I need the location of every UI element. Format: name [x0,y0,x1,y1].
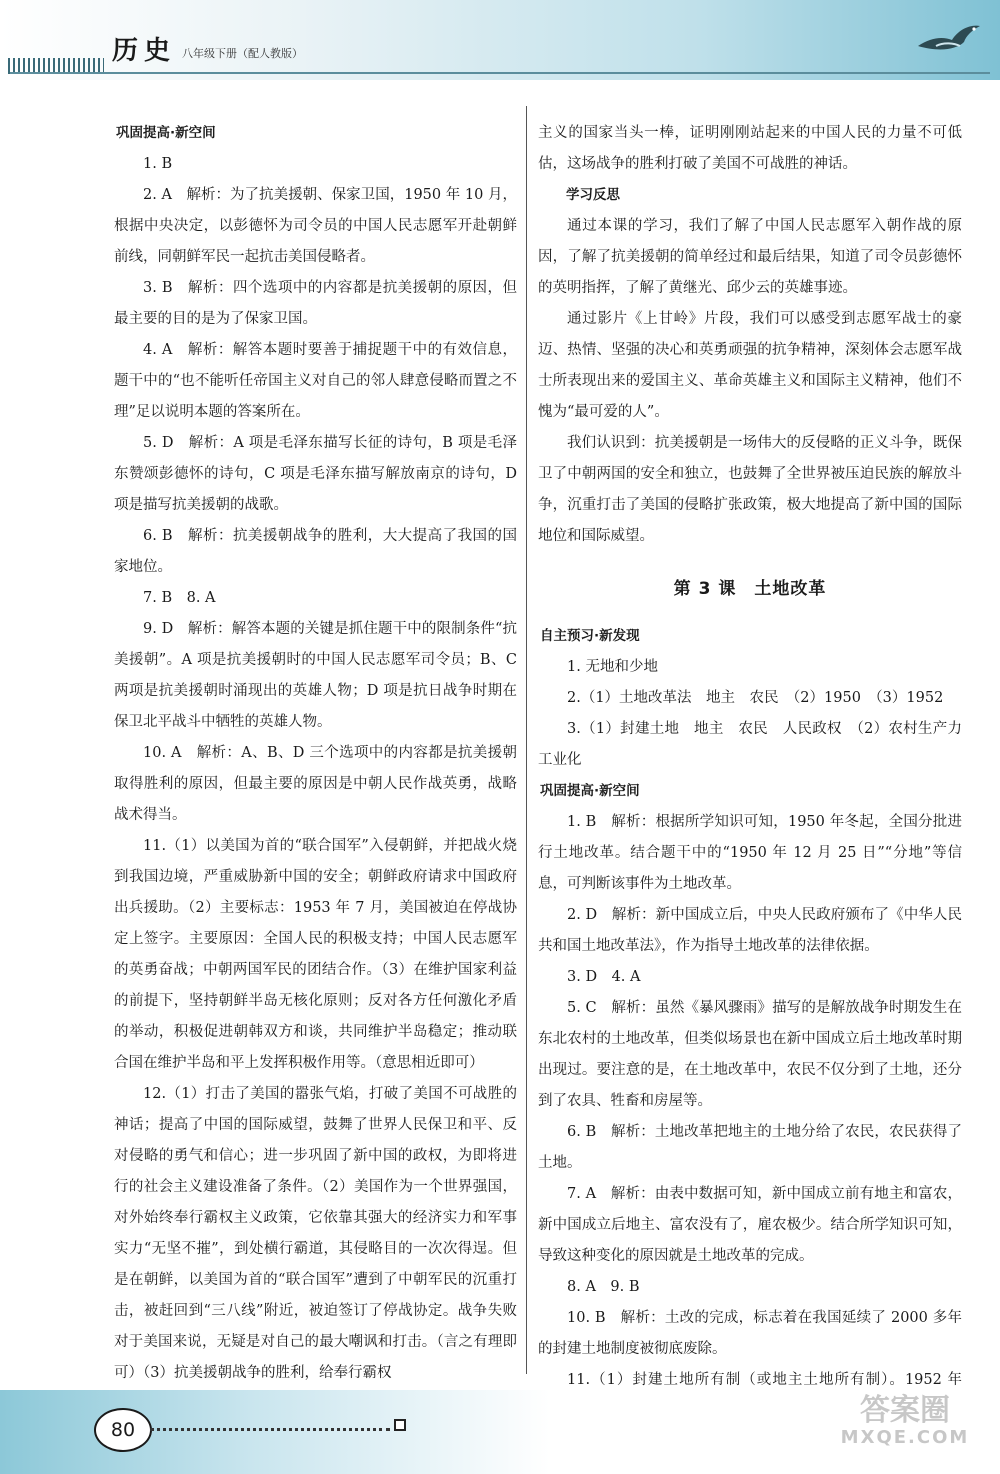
answer-5: 5. D 解析：A 项是毛泽东描写长征的诗句，B 项是毛泽东赞颂彭德怀的诗句，C 项是毛泽东描写解放南京的诗句，D 项是描写抗美援朝的战歌。 [114,435,517,513]
preview-answer: 2.（1）土地改革法 地主 农民 （2）1950 （3）1952 [567,690,944,706]
section-title-consolidate: 巩固提高·新空间 [540,783,640,799]
answer-2: 2. A 解析：为了抗美援朝、保家卫国，1950 年 10 月，根据中央决定，以彭德怀为司令员的中国人民志愿军开赴朝鲜前线，同朝鲜军民一起抗击美国侵略者。 [114,187,517,265]
consolidate-answer: 3. D 4. A [567,969,641,985]
watermark-text: 答案圈 [860,1393,950,1428]
answer-12: 12.（1）打击了美国的嚣张气焰，打破了美国不可战胜的神话；提高了中国的国际威望，鼓舞了世界人民保卫和平、反对侵略的勇气和信心；进一步巩固了新中国的政权，为即将进行的社会主义建设准备了条件。（2）美国作为一个世界强国，对外始终奉行霸权主义政策，它依靠其强大的经济实力和军事实力“无坚不摧”，到处横行霸道，其侵略目的一次次得逞。但是在朝鲜，以美国为首的“联合国军”遭到了中朝军民的沉重打击，被赶回到“三八线”附近，被迫签订了停战协定。战争失败对于美国来说，无疑是对自己的最大嘲讽和打击。（言之有理即可）（3）抗美援朝战争的胜利，给奉行霸权 [114,1086,517,1381]
section-title-preview: 自主预习·新发现 [540,628,640,644]
grade-label: 八年级下册（配人教版） [182,47,303,60]
answer-4: 4. A 解析：解答本题时要善于捕捉题干中的有效信息，题干中的“也不能听任帝国主义对自己的邻人肆意侵略而置之不理”足以说明本题的答案所在。 [114,342,517,420]
section-title-consolidate: 巩固提高·新空间 [116,125,216,141]
reflection-paragraph: 通过影片《上甘岭》片段，我们可以感受到志愿军战士的豪迈、热情、坚强的决心和英勇顽强的抗争精神，深刻体会志愿军战士所表现出来的爱国主义、革命英雄主义和国际主义精神，他们不愧为“最可爱的人”。 [538,311,962,420]
section-title-reflection: 学习反思 [566,187,620,203]
answer-12-continuation: 主义的国家当头一棒，证明刚刚站起来的中国人民的力量不可低估，这场战争的胜利打破了美国不可战胜的神话。 [538,125,962,172]
answer-10: 10. A 解析：A、B、D 三个选项中的内容都是抗美援朝取得胜利的原因，但最主要的原因是中朝人民作战英勇，战略战术得当。 [114,745,517,823]
preview-answer: 3.（1）封建土地 地主 农民 人民政权 （2）农村生产力 工业化 [538,721,977,768]
left-column [114,118,517,1389]
end-square-icon [394,1419,406,1431]
footer-dotted-line [150,1418,390,1431]
lesson-title: 第 3 课 土地改革 [673,579,827,599]
consolidate-answer: 7. A 解析：由表中数据可知，新中国成立前有地主和富农，新中国成立后地主、富农没有了，雇农极少。结合所学知识可知，导致这种变化的原因就是土地改革的完成。 [538,1186,962,1264]
consolidate-answer: 10. B 解析：土改的完成，标志着在我国延续了 2000 多年的封建土地制度被彻底废除。 [538,1310,962,1357]
header-rule [10,72,990,74]
preview-answer: 1. 无地和少地 [567,659,658,675]
answer-11: 11.（1）以美国为首的“联合国军”入侵朝鲜，并把战火烧到我国边境，严重威胁新中国的安全；朝鲜政府请求中国政府出兵援助。（2）主要标志：1953 年 7 月，美国被迫在停战协定上签字。主要原因：全国人民的积极支持；中国人民志愿军的英勇奋战；中朝两国军民的团结合作。（3）在维护国家利益的前提下，坚持朝鲜半岛无核化原则；反对各方任何激化矛盾的举动，积极促进朝韩双方和谈，共同维护半岛稳定；推动联合国在维护半岛和平上发挥积极作用等。（意思相近即可） [114,838,517,1071]
watermark-site: MXQE.COM [840,1427,970,1448]
answer-6: 6. B 解析：抗美援朝战争的胜利，大大提高了我国的国家地位。 [114,528,517,575]
answer-7-8: 7. B 8. A [143,590,216,606]
consolidate-answer: 5. C 解析：虽然《暴风骤雨》描写的是解放战争时期发生在东北农村的土地改革，但类似场景也在新中国成立后土地改革时期出现过。要注意的是，在土地改革中，农民不仅分到了土地，还分到了农具、牲畜和房屋等。 [538,1000,962,1109]
page-number: 80 [94,1408,152,1452]
reflection-paragraph: 通过本课的学习，我们了解了中国人民志愿军入朝作战的原因，了解了抗美援朝的简单经过和最后结果，知道了司令员彭德怀的英明指挥，了解了黄继光、邱少云的英雄事迹。 [538,218,962,296]
answer-9: 9. D 解析：解答本题的关键是抓住题干中的限制条件“抗美援朝”。A 项是抗美援朝时的中国人民志愿军司令员；B、C 两项是抗美援朝时涌现出的英雄人物；D 项是抗日战争时期在保卫北平战斗中牺牲的英雄人物。 [114,621,517,730]
subject-title: 历史 [112,36,177,66]
consolidate-answer: 6. B 解析：土地改革把地主的土地分给了农民，农民获得了土地。 [538,1124,962,1171]
consolidate-answer: 2. D 解析：新中国成立后，中央人民政府颁布了《中华人民共和国土地改革法》，作为指导土地改革的法律依据。 [538,907,962,954]
bird-logo-icon [916,16,982,62]
right-column [538,118,977,1427]
answer-1: 1. B [143,156,173,172]
consolidate-answer: 1. B 解析：根据所学知识可知，1950 年冬起，全国分批进行土地改革。结合题干中的“1950 年 12 月 25 日”“分地”等信息，可判断该事件为土地改革。 [538,814,962,892]
watermark [830,1395,980,1455]
column-divider [526,106,527,1374]
consolidate-answer: 11.（1）封建土地所有制（或地主土地所有制）。1952 年 [567,1372,962,1388]
answer-3: 3. B 解析：四个选项中的内容都是抗美援朝的原因，但最主要的目的是为了保家卫国。 [114,280,517,327]
consolidate-answer: 8. A 9. B [567,1279,640,1295]
reflection-paragraph: 我们认识到：抗美援朝是一场伟大的反侵略的正义斗争，既保卫了中朝两国的安全和独立，也鼓舞了全世界被压迫民族的解放斗争，沉重打击了美国的侵略扩张政策，极大地提高了新中国的国际地位和国际威望。 [538,435,962,544]
